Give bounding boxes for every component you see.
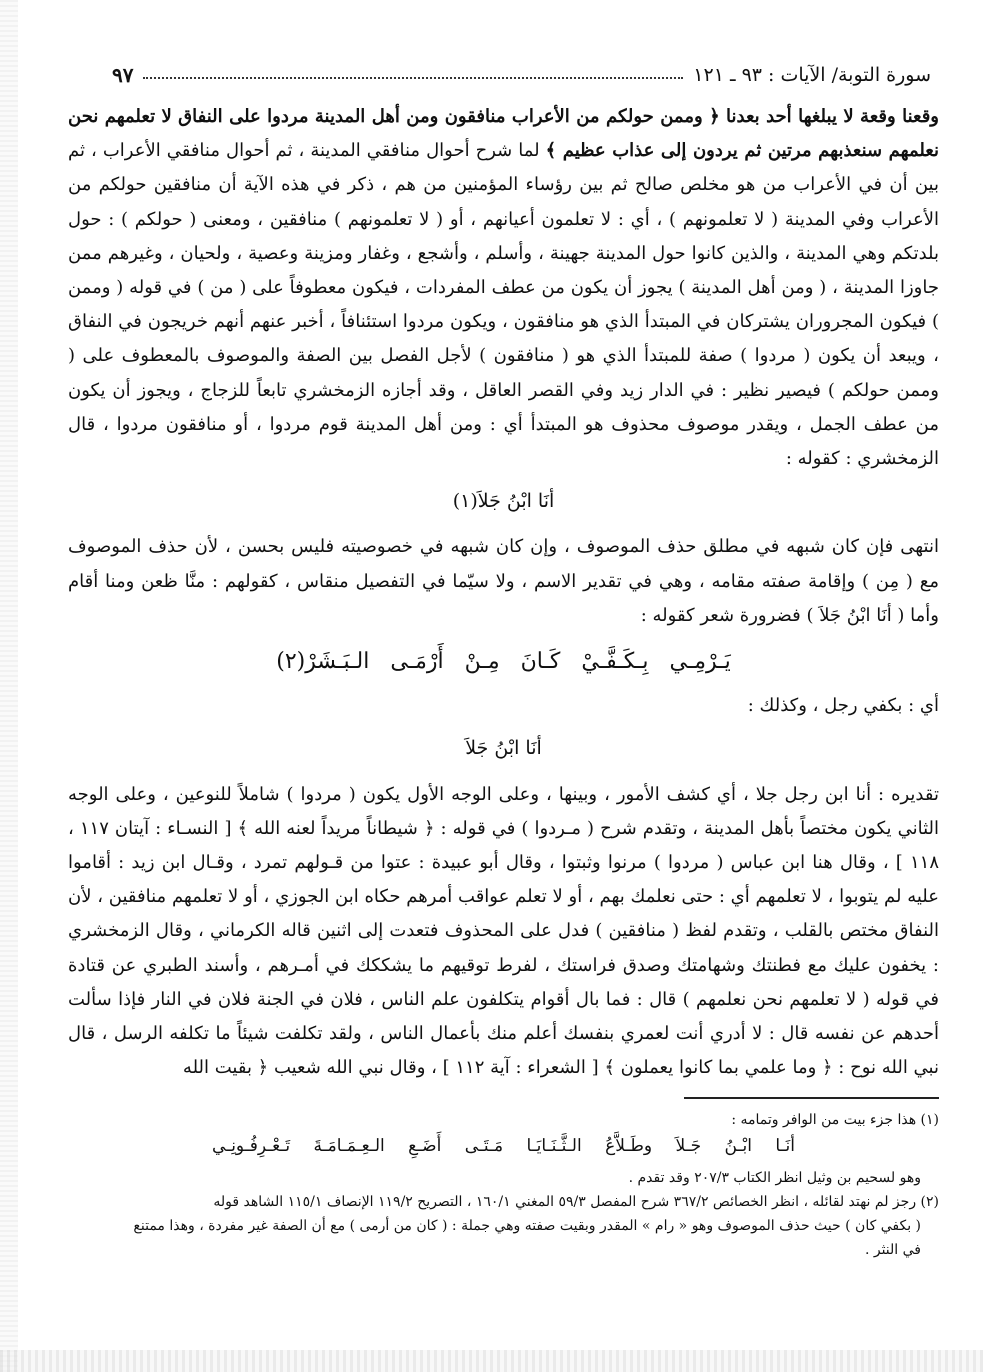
footnotes <box>68 1108 939 1262</box>
main-text <box>68 100 939 1085</box>
paragraph-3: أي : بكفي رجل ، وكذلك : <box>747 695 939 717</box>
footnote-1-verse: أنَـا ابْـنُ جَـلاَ وطَـلاَّعُ الـثَّـنَـايَـا مَـتَـى أَضَـعِ الـعِـمَـامَـةَ تَـعْـرِفُـونِـي <box>212 1136 795 1156</box>
page-header <box>112 58 931 92</box>
page-number: ٩٧ <box>112 63 134 87</box>
poetry-citation-3: أنَا ابْنُ جَلاَ <box>465 737 542 760</box>
quran-verse-bold: ﴿ وممن حولكم من الأعراب منافقون ومن أهل المدينة مردوا على النفاق لا تعلمهم نحن نعلمهم سنعذبهم مرتين ثم يردون إلى عذاب عظيم ﴾ <box>68 106 940 162</box>
paragraph-2: انتهى فإن كان شبهه في مطلق حذف الموصوف ، وإن كان شبهه في خصوصيته فليس بحسن ، لأن حذف الموصوف مع ( مِن ) وإقامة صفته مقامه ، وهي في تقدير الاسم ، ولا سيّما في التفصيل منقاس ، كقولهم : منَّا ظعن ومنا أقام وأما ( أنَا ابْنُ جَلاَ ) فضرورة شعر كقوله : <box>68 536 939 626</box>
header-dot-leader <box>143 77 683 79</box>
footnote-1-intro: (١) هذا جزء بيت من الوافر وتمامه : <box>731 1112 939 1128</box>
poetry-citation-1: أنَا ابْنُ جَلاَ(١) <box>452 490 555 513</box>
paragraph-1-lead: وقعنا وقعة لا يبلغها أحد بعدنا <box>719 106 939 127</box>
footnote-2-line-3: في النثر . <box>864 1242 921 1258</box>
poetry-citation-2: يَـرْمِـي بِـكَـفَّـيْ كَـانَ مِـنْ أَرْمَـى الـبَـشَرْ(٢) <box>276 649 731 675</box>
paragraph-1 <box>68 100 939 476</box>
footnote-divider <box>684 1097 939 1099</box>
paragraph-1-commentary: لما شرح أحوال منافقي المدينة ، ثم أحوال منافقي الأعراب ، ثم بين أن في الأعراب من هو مخلص صالح ثم بين رؤساء المؤمنين من هم ، ذكر في هذه الآية أن منافقين حولكم من الأعراب وفي المدينة ( لا تعلمونهم ) ، أي : لا تعلمون أعيانهم ، أو ( لا تعلمونهم ) منافقين ، ومعنى ( حولكم ) : حول بلدتكم وهي المدينة ، والذين كانوا حول المدينة جهينة ، وأسلم ، وأشجع ، وغفار ومزينة وعصية ، ولحيان ، وغيرهم ممن جاوزا المدينة ، ( ومن أهل المدينة ) يجوز أن يكون من عطف المفردات ، فيكون معطوفاً على ( من ) في قوله ( وممن ) فيكون المجروران يشتركان في المبتدأ الذي هو منافقون ، ويكون مردوا استئنافاً ، أخبر عنهم أنهم خريجون في النفاق ، ويبعد أن يكون ( مردوا ) صفة للمبتدأ الذي هو ( منافقون ) لأجل الفصل بين الصفة والموصوف بالمعطوف على ( وممن حولكم ) فيصير نظير : في الدار زيد وفي القصر العاقل ، وقد أجازه الزمخشري تابعاً للزجاج ، ويجوز أن يكون من عطف الجمل ، ويقدر موصوف محذوف هو المبتدأ أي : ومن أهل المدينة قوم مردوا ، أو منافقون مردوا ، قال الزمخشري : كقوله : <box>68 140 939 470</box>
surah-title: سورة التوبة/ الآيات : ٩٣ ـ ١٢١ <box>693 64 931 86</box>
footnote-1-source: وهو لسحيم بن وثيل انظر الكتاب ٢٠٧/٣ وقد تقدم . <box>628 1170 921 1186</box>
footnote-2-line-2: ( بكفي كان ) حيث حذف الموصوف وهو « رام » المقدر وبقيت صفته وهي جملة : ( كان من أرمى ) مع أن الصفة غير مفردة ، وهذا ممتنع <box>133 1218 921 1234</box>
scan-edge-bottom <box>0 1350 983 1372</box>
footnote-2-line-1: (٢) رجز لم نهتد لقائله ، انظر الخصائص ٣٦٧/٢ شرح المفصل ٥٩/٣ المغني ١٦٠/١ ، التصريح ١١٩/٢ الإنصاف ١١٥/١ الشاهد قوله <box>213 1194 939 1210</box>
scan-edge-left <box>0 0 18 1372</box>
paragraph-4: تقديره : أنا ابن رجل جلا ، أي كشف الأمور ، وبينها ، وعلى الوجه الأول يكون ( مردوا ) شاملاً للنوعين ، وعلى الوجه الثاني يكون مختصاً بأهل المدينة ، وتقدم شرح ( مـردوا ) في قوله : ﴿ شيطاناً مريداً لعنه الله ﴾ [ النسـاء : آيتان ١١٧ ، ١١٨ ] ، وقال هنا ابن عباس ( مردوا ) مرنوا وثبتوا ، وقال أبو عبيدة : عتوا من قـولهم تمرد ، وقـال ابن زيد : أقاموا عليه لم يتوبوا ، لا تعلمهم أي : حتى نعلمك بهم ، أو لا تعلم عواقب أمرهم حكاه ابن الجوزي ، أو لا تعلمهم منافقين ، لأن النفاق مختص بالقلب ، وتقدم لفظ ( منافقين ) فدل على المحذوف فتعدت إلى اثنين قاله الكرماني ، وقال الزمخشري : يخفون عليك مع فطنتك وشهامتك وصدق فراستك ، لفرط توقيهم ما يشككك في أمـرهم ، وأسند الطبري عن قتادة في قوله ( لا تعلمهم نحن نعلمهم ) قال : فما بال أقوام يتكلفون علم الناس ، فلان في الجنة فلان في النار فإذا سألت أحدهم عن نفسه قال : لا أدري أنت لعمري بنفسك أعلم منك بأعمال الناس ، ولقد تكلفت شيئاً ما تكلفه الرسل ، قال نبي الله نوح : ﴿ وما علمي بما كانوا يعملون ﴾ [ الشعراء : آية ١١٢ ] ، وقال نبي الله شعيب ﴿ بقيت الله <box>68 783 939 1079</box>
